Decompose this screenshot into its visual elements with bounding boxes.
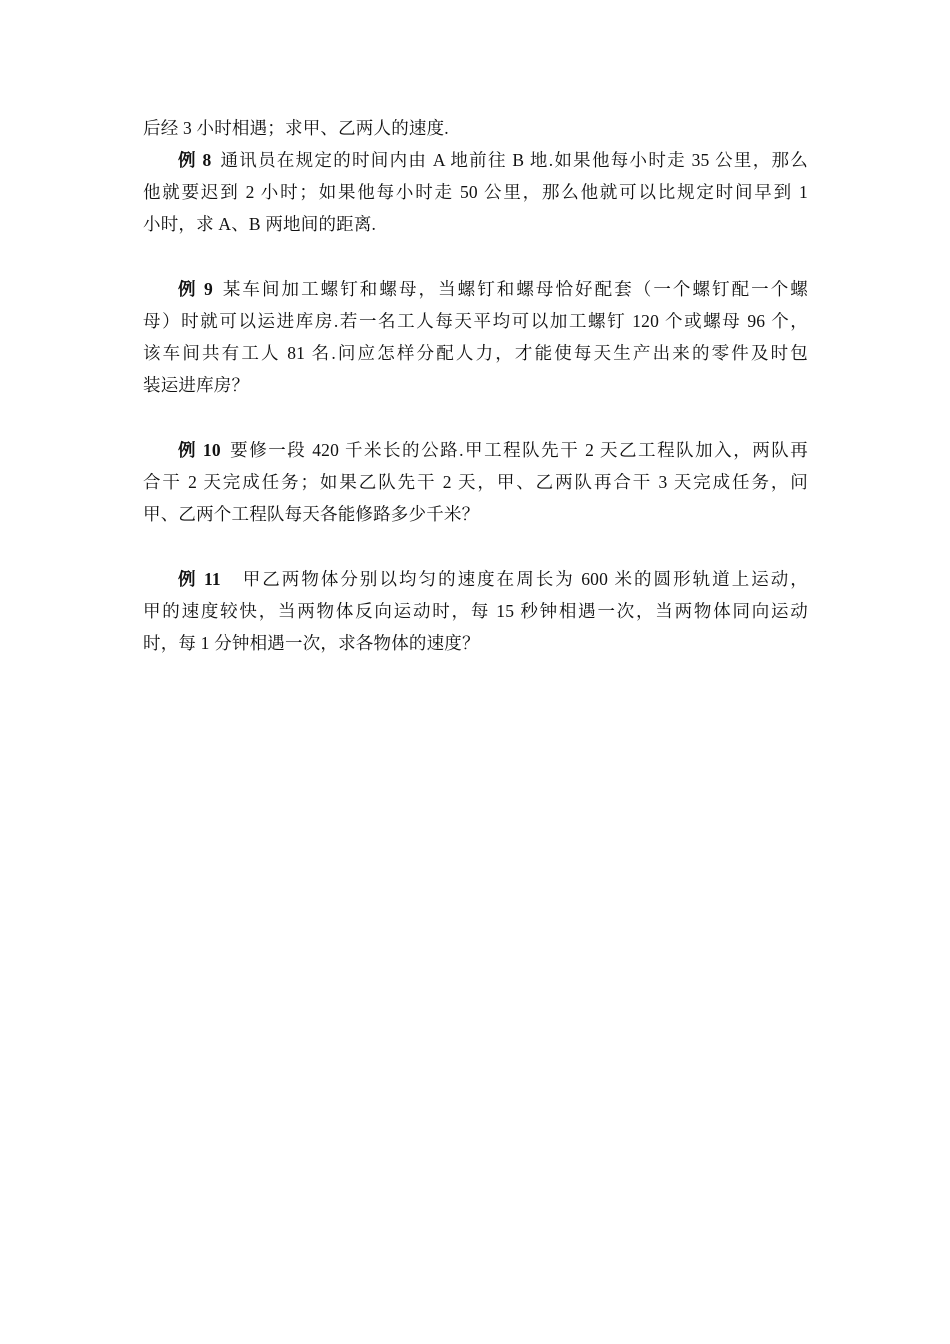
example-9-line-2: 母）时就可以运进库房.若一名工人每天平均可以加工螺钉 120 个或螺母 96 个， — [143, 311, 808, 331]
example-8-line-2: 他就要迟到 2 小时；如果他每小时走 50 公里，那么他就可以比规定时间早到 1 — [143, 182, 808, 202]
example-8 — [143, 144, 808, 240]
example-10-line-1 — [143, 434, 808, 466]
example-10-line-3: 甲、乙两个工程队每天各能修路多少千米？ — [143, 504, 480, 524]
example-9-line-4: 装运进库房？ — [143, 375, 250, 395]
example-8-line-3: 小时，求 A、B 两地间的距离. — [143, 214, 377, 234]
example-11-line-1 — [143, 563, 808, 595]
paragraph-gap — [143, 530, 808, 563]
example-9-text-1: 某车间加工螺钉和螺母，当螺钉和螺母恰好配套（一个螺钉配一个螺 — [220, 279, 808, 299]
example-9-line-3: 该车间共有工人 81 名.问应怎样分配人力，才能使每天生产出来的零件及时包 — [143, 343, 808, 363]
document-page — [143, 112, 808, 659]
example-11-label: 例 11 — [178, 569, 221, 589]
example-11-line-3: 时，每 1 分钟相遇一次，求各物体的速度？ — [143, 633, 480, 653]
example-11-text-1: 甲乙两物体分别以均匀的速度在周长为 600 米的圆形轨道上运动， — [240, 569, 808, 589]
example-9-line-1 — [143, 273, 808, 305]
paragraph-gap — [143, 240, 808, 273]
example-10-line-2: 合干 2 天完成任务；如果乙队先干 2 天，甲、乙两队再合干 3 天完成任务，问 — [143, 472, 808, 492]
example-10 — [143, 434, 808, 530]
example-8-text-1: 通讯员在规定的时间内由 A 地前往 B 地.如果他每小时走 35 公里，那么 — [219, 150, 808, 170]
example-10-label: 例 10 — [178, 440, 221, 460]
paragraph-gap — [143, 401, 808, 434]
example-8-label: 例 8 — [178, 150, 212, 170]
example-10-text-1: 要修一段 420 千米长的公路.甲工程队先干 2 天乙工程队加入，两队再 — [228, 440, 808, 460]
example-9-label: 例 9 — [178, 279, 213, 299]
continuation-line: 后经 3 小时相遇；求甲、乙两人的速度. — [143, 118, 449, 138]
example-9 — [143, 273, 808, 401]
example-8-line-1 — [143, 144, 808, 176]
example-11 — [143, 563, 808, 659]
example-11-line-2: 甲的速度较快，当两物体反向运动时，每 15 秒钟相遇一次，当两物体同向运动 — [143, 601, 808, 621]
